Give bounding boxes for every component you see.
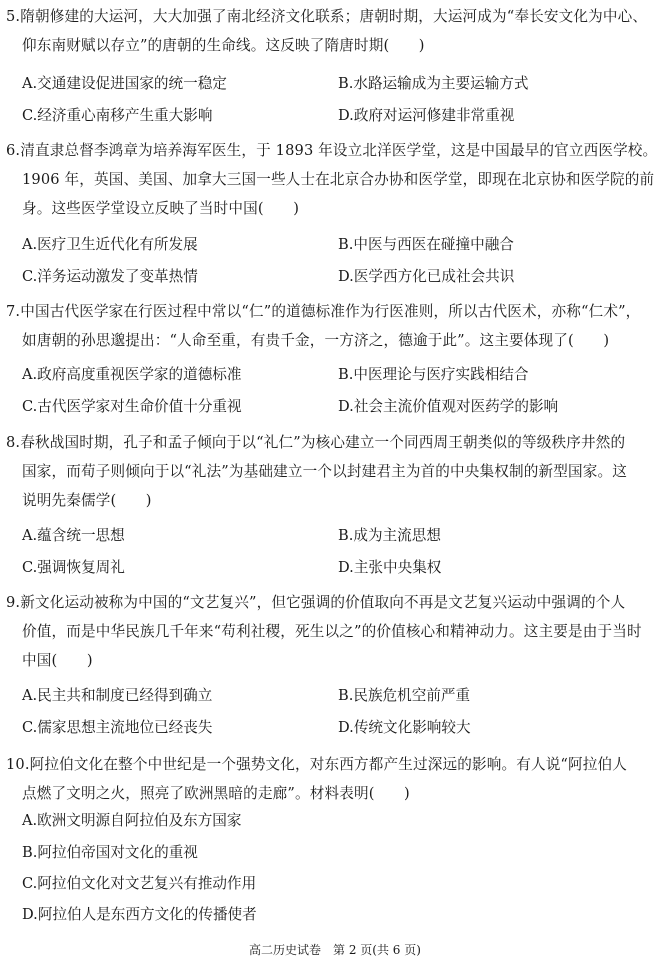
question-10-option-b: B.阿拉伯帝国对文化的重视: [22, 844, 198, 861]
question-9-line-1: 9.新文化运动被称为中国的“文艺复兴”，但它强调的价值取向不再是文艺复兴运动中强调的个人: [6, 594, 626, 611]
question-10-option-d: D.阿拉伯人是东西方文化的传播使者: [22, 906, 257, 923]
question-5-option-d: D.政府对运河修建非常重视: [338, 107, 515, 124]
question-8-line-3: 说明先秦儒学( ): [22, 492, 152, 509]
question-6-option-c: C.洋务运动激发了变革热情: [22, 268, 198, 285]
question-9-line-3: 中国( ): [22, 652, 93, 669]
question-6-option-b: B.中医与西医在碰撞中融合: [338, 236, 514, 253]
question-9-option-a: A.民主共和制度已经得到确立: [22, 687, 213, 704]
question-9-option-b: B.民族危机空前严重: [338, 687, 471, 704]
question-10-option-c: C.阿拉伯文化对文艺复兴有推动作用: [22, 875, 257, 892]
question-10-line-1: 10.阿拉伯文化在整个中世纪是一个强势文化，对东西方都产生过深远的影响。有人说“阿拉伯人: [6, 756, 628, 773]
question-9-option-d: D.传统文化影响较大: [338, 719, 471, 736]
question-7: [6, 297, 658, 355]
question-8: [6, 428, 658, 515]
question-7-option-d: D.社会主流价值观对医药学的影响: [338, 398, 559, 415]
question-8-option-b: B.成为主流思想: [338, 527, 441, 544]
question-5-line-1: 5.隋朝修建的大运河，大大加强了南北经济文化联系；唐朝时期，大运河成为“奉长安文化为中心、: [6, 8, 648, 25]
question-5-option-b: B.水路运输成为主要运输方式: [338, 75, 529, 92]
question-6-option-d: D.医学西方化已成社会共识: [338, 268, 515, 285]
page-footer: 高二历史试卷 第 2 页(共 6 页): [249, 943, 421, 957]
question-8-option-c: C.强调恢复周礼: [22, 559, 125, 576]
question-5-option-a: A.交通建设促进国家的统一稳定: [22, 75, 227, 92]
question-5: [6, 2, 658, 60]
question-6-line-2: 1906 年，英国、美国、加拿大三国一些人士在北京合办协和医学堂，即现在北京协和医学院的前: [22, 171, 655, 188]
question-10: [6, 750, 658, 808]
question-9: [6, 588, 658, 675]
question-7-line-1: 7.中国古代医学家在行医过程中常以“仁”的道德标准作为行医准则，所以古代医术，亦称“仁术”，: [6, 303, 641, 320]
question-8-line-2: 国家，而荀子则倾向于以“礼法”为基础建立一个以封建君主为首的中央集权制的新型国家。这: [22, 463, 627, 480]
question-8-option-d: D.主张中央集权: [338, 559, 442, 576]
question-9-option-c: C.儒家思想主流地位已经丧失: [22, 719, 213, 736]
question-6-line-1: 6.清直隶总督李鸿章为培养海军医生，于 1893 年设立北洋医学堂，这是中国最早的官立西医学校。: [6, 142, 658, 159]
question-8-line-1: 8.春秋战国时期，孔子和孟子倾向于以“礼仁”为核心建立一个同西周王朝类似的等级秩序井然的: [6, 434, 626, 451]
question-7-option-c: C.古代医学家对生命价值十分重视: [22, 398, 242, 415]
question-9-line-2: 价值，而是中华民族几千年来“苟利社稷，死生以之”的价值核心和精神动力。这主要是由于当时: [22, 623, 642, 640]
question-6: [6, 136, 658, 223]
question-10-option-a: A.欧洲文明源自阿拉伯及东方国家: [22, 812, 242, 829]
question-6-option-a: A.医疗卫生近代化有所发展: [22, 236, 198, 253]
question-7-line-2: 如唐朝的孙思邈提出：“人命至重，有贵千金，一方济之，德逾于此”。这主要体现了( ): [22, 332, 610, 349]
question-10-line-2: 点燃了文明之火，照亮了欧洲黑暗的走廊”。材料表明( ): [22, 785, 410, 802]
question-7-option-b: B.中医理论与医疗实践相结合: [338, 366, 529, 383]
question-5-line-2: 仰东南财赋以存立”的唐朝的生命线。这反映了隋唐时期( ): [22, 37, 425, 54]
question-7-option-a: A.政府高度重视医学家的道德标准: [22, 366, 242, 383]
question-5-option-c: C.经济重心南移产生重大影响: [22, 107, 213, 124]
question-6-line-3: 身。这些医学堂设立反映了当时中国( ): [22, 200, 300, 217]
question-8-option-a: A.蕴含统一思想: [22, 527, 125, 544]
